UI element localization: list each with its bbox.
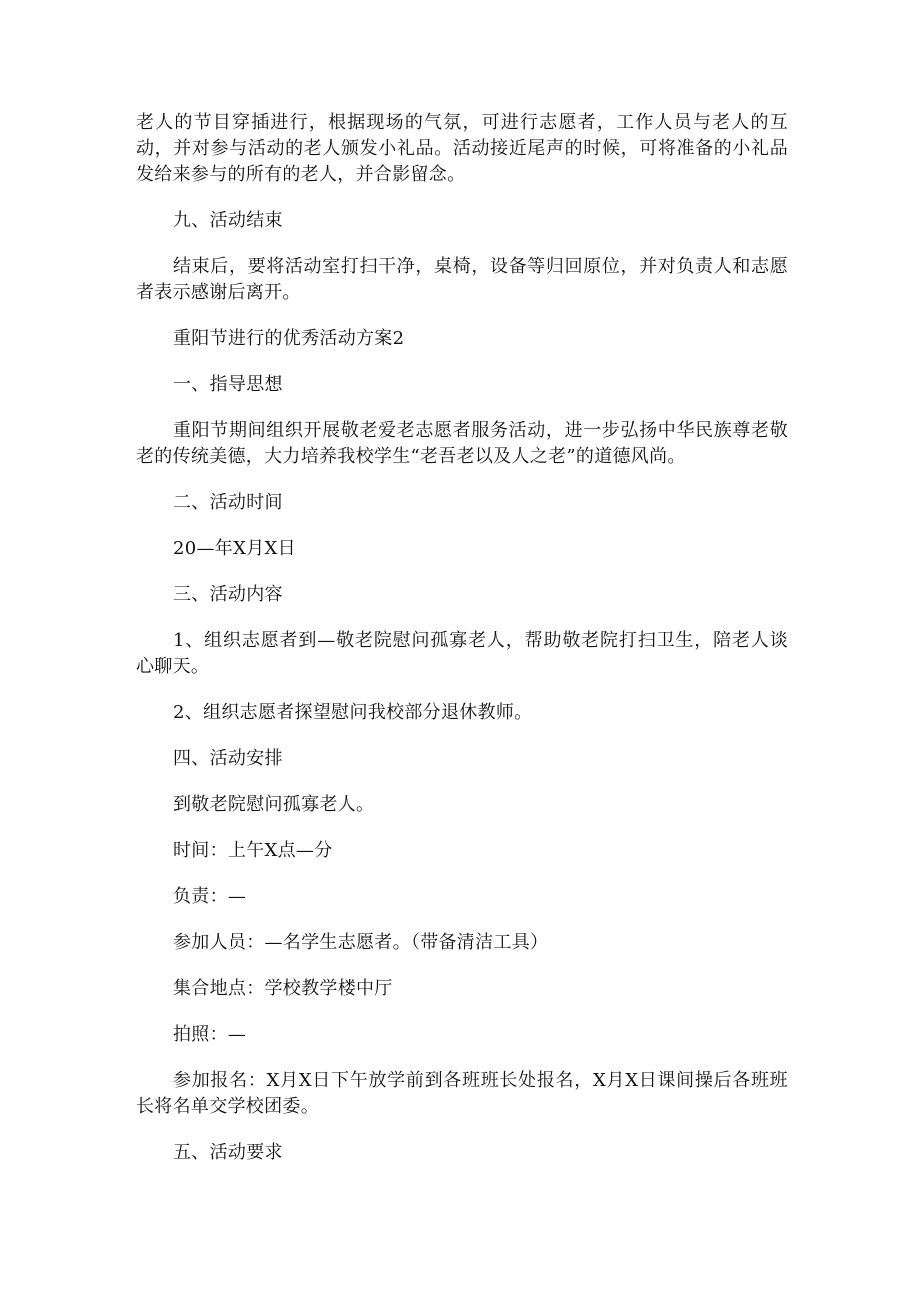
paragraph-visit-nursing-home: 到敬老院慰问孤寡老人。 [173, 794, 375, 815]
paragraph-cleanup: 结束后，要将活动室打扫干净，桌椅，设备等归回原位，并对负责人和志愿者表示感谢后离开。 [136, 256, 788, 303]
paragraph-meeting-place: 集合地点：学校教学楼中厅 [173, 978, 393, 999]
heading-plan-2-title: 重阳节进行的优秀活动方案2 [173, 328, 405, 349]
document-body [136, 110, 788, 1186]
paragraph-registration: 参加报名：X月X日下午放学前到各班班长处报名，X月X日课间操后各班班长将名单交学校团委。 [136, 1070, 788, 1117]
paragraph-date: 20—年X月X日 [173, 538, 296, 559]
paragraph-time: 时间：上午X点—分 [173, 840, 333, 861]
heading-five-activity-requirements: 五、活动要求 [173, 1142, 283, 1163]
paragraph-content-item-1: 1、组织志愿者到—敬老院慰问孤寡老人，帮助敬老院打扫卫生，陪老人谈心聊天。 [136, 630, 788, 677]
heading-two-activity-time: 二、活动时间 [173, 492, 283, 513]
heading-four-activity-arrangement: 四、活动安排 [173, 748, 283, 769]
heading-one-guiding-thought: 一、指导思想 [173, 374, 283, 395]
heading-three-activity-content: 三、活动内容 [173, 584, 283, 605]
paragraph-photography: 拍照：— [173, 1024, 247, 1045]
paragraph-content-item-2: 2、组织志愿者探望慰问我校部分退休教师。 [173, 702, 533, 723]
heading-nine-activity-end: 九、活动结束 [173, 210, 283, 231]
paragraph-elderly-program: 老人的节目穿插进行，根据现场的气氛，可进行志愿者，工作人员与老人的互动，并对参与活动的老人颁发小礼品。活动接近尾声的时候，可将准备的小礼品发给来参与的所有的老人，并合影留念。 [136, 112, 788, 185]
paragraph-responsible: 负责：— [173, 886, 247, 907]
paragraph-guiding-thought: 重阳节期间组织开展敬老爱老志愿者服务活动，进一步弘扬中华民族尊老敬老的传统美德，大力培养我校学生“老吾老以及人之老”的道德风尚。 [136, 420, 788, 467]
paragraph-participants: 参加人员：—名学生志愿者。（带备清洁工具） [173, 932, 549, 953]
